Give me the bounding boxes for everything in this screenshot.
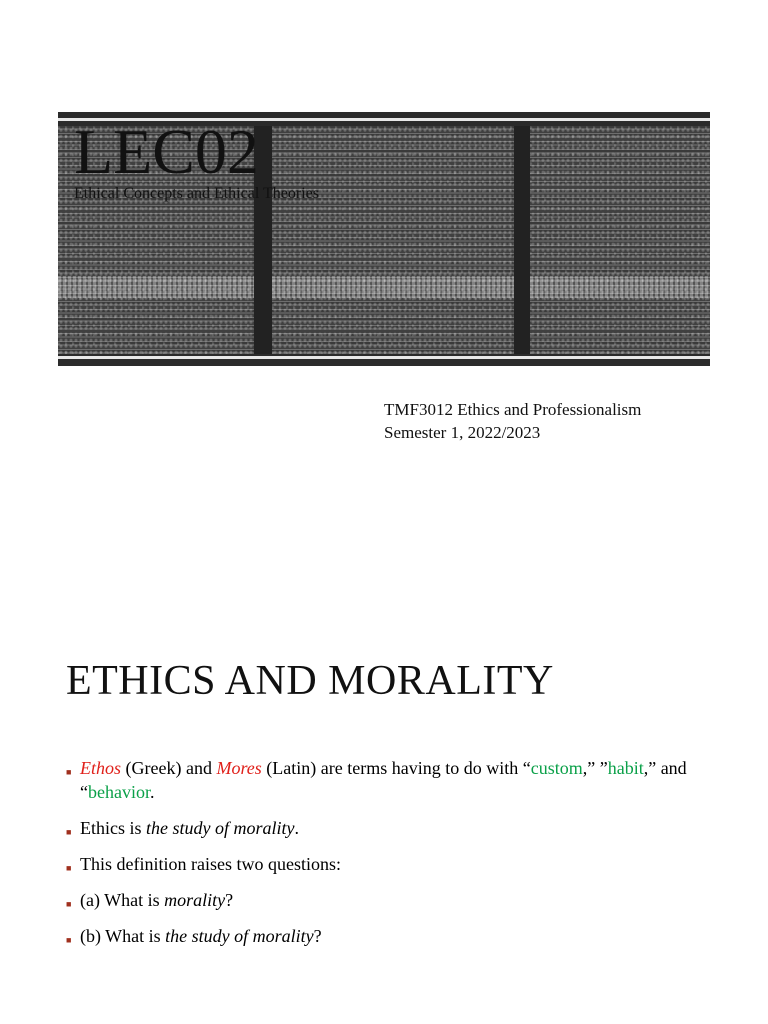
bullet-square-icon: ■ [66,827,72,837]
list-item: ■ Ethics is the study of morality. [66,816,716,840]
course-info [384,398,641,444]
semester: Semester 1, 2022/2023 [384,423,541,442]
banner-bottom-line [58,356,710,359]
lecture-subtitle: Ethical Concepts and Ethical Theories [74,185,319,202]
content-slide [0,600,768,1024]
slide-title: ETHICS AND MORALITY [66,658,554,704]
list-item: ■ (a) What is morality? [66,888,716,912]
list-item: ■ (b) What is the study of morality? [66,924,716,948]
bullet-square-icon: ■ [66,935,72,945]
bullet-square-icon: ■ [66,863,72,873]
list-item: ■ This definition raises two questions: [66,852,716,876]
lecture-title: LEC02 [74,116,259,187]
banner-gap [514,126,530,354]
banner-panel-right [530,126,710,354]
bullet-square-icon: ■ [66,767,72,777]
bullet-list [66,756,716,960]
banner-panel-middle [272,126,514,354]
bullet-square-icon: ■ [66,899,72,909]
list-item: ■ Ethos (Greek) and Mores (Latin) are terms having to do with “custom,” ”habit,” and “behavior. [66,758,687,802]
course-name: TMF3012 Ethics and Professionalism [384,400,642,419]
